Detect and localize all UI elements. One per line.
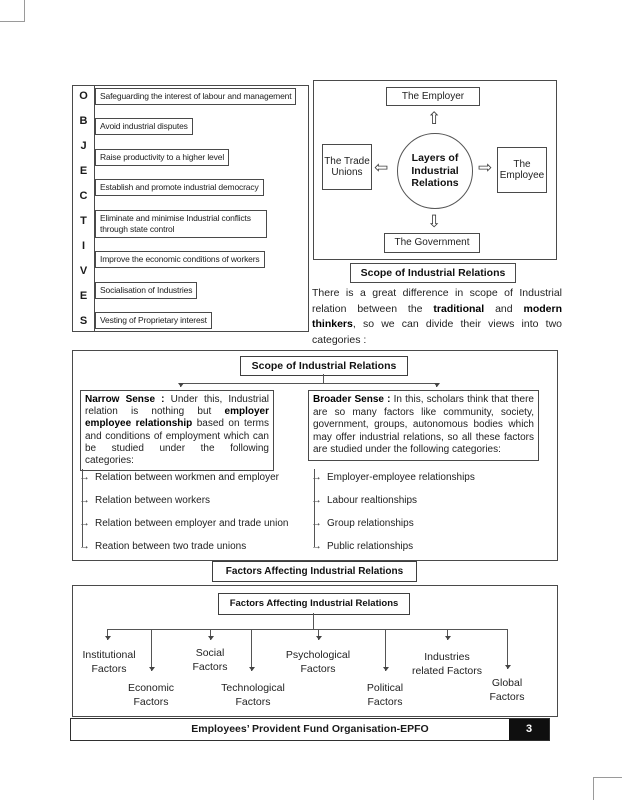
- layers-node-label: The Employee: [499, 158, 545, 181]
- acronym-letter: E: [79, 290, 88, 302]
- connector-drop: [107, 629, 108, 640]
- narrow-sense-text: based on terms and conditions of employment which can be studied under the following categories:: [85, 418, 269, 467]
- list-item: [311, 492, 475, 508]
- scope-diagram: [72, 350, 558, 561]
- list-item: [311, 469, 475, 485]
- arrow-left-icon: ⇦: [374, 158, 389, 177]
- layers-node-employer: [386, 87, 480, 106]
- connector-drop: [151, 629, 152, 671]
- objective-item: Raise productivity to a higher level: [95, 149, 229, 166]
- factor-label: Global Factors: [489, 677, 525, 703]
- objective-item: Establish and promote industrial democracy: [95, 179, 264, 196]
- factors-diagram-title: Factors Affecting Industrial Relations: [218, 593, 410, 615]
- narrow-sense-text: Under this, Industrial relation is nothing but: [85, 394, 269, 418]
- branch-arrow-icon: →: [79, 540, 90, 552]
- connector-drop: [210, 629, 211, 640]
- acronym-letter: I: [81, 240, 86, 252]
- objectives-acronym-column: [73, 86, 95, 331]
- arrow-right-icon: ⇨: [478, 158, 493, 177]
- narrow-sense-list: [79, 469, 289, 561]
- acronym-letter: B: [79, 115, 88, 127]
- intro-text: There is a great difference in scope of Industrial relation between the: [312, 287, 562, 315]
- factor-label: Psychological Factors: [285, 649, 351, 675]
- layers-node-employee: [497, 147, 547, 193]
- layers-node-label: The Employer: [401, 90, 465, 102]
- connector-drop: [447, 629, 448, 640]
- objective-item: Eliminate and minimise Industrial conflicts through state control: [95, 210, 267, 238]
- intro-text: and: [484, 302, 524, 315]
- objectives-diagram: [72, 85, 309, 332]
- list-item: [79, 538, 288, 554]
- factor-label: Technological Factors: [221, 682, 285, 708]
- acronym-letter: S: [79, 315, 88, 327]
- connector-line: [180, 383, 436, 384]
- objective-item: Avoid industrial disputes: [95, 118, 193, 135]
- branch-arrow-icon: →: [79, 471, 90, 483]
- connector-line: [323, 374, 324, 383]
- narrow-sense-label: Narrow Sense :: [85, 394, 165, 405]
- acronym-letter: E: [79, 165, 88, 177]
- acronym-letter: O: [79, 90, 88, 102]
- factors-diagram: [72, 585, 558, 717]
- factor-label: Industries related Factors: [411, 651, 483, 677]
- connector-drop: [436, 383, 437, 387]
- page-border-corner-topleft: [0, 0, 25, 22]
- objective-item: Safeguarding the interest of labour and management: [95, 88, 296, 105]
- objective-item: Improve the economic conditions of workers: [95, 251, 265, 268]
- layers-center-label: Layers of Industrial Relations: [411, 152, 459, 190]
- broader-sense-box: [308, 390, 539, 461]
- factor-label: Institutional Factors: [82, 649, 136, 675]
- acronym-letter: V: [79, 265, 88, 277]
- factor-label: Political Factors: [366, 682, 404, 708]
- page-border-corner-bottomright: [593, 777, 622, 800]
- list-item: [79, 515, 289, 531]
- intro-text: , so we can divide their views into two categories :: [312, 318, 562, 346]
- list-item: [79, 469, 288, 485]
- objectives-list: [95, 86, 308, 331]
- narrow-sense-box: [80, 390, 274, 471]
- intro-bold: traditional: [433, 302, 485, 315]
- connector-drop: [251, 629, 252, 671]
- branch-arrow-icon: →: [79, 517, 90, 529]
- layers-diagram: [313, 80, 557, 260]
- layers-node-trade-unions: [322, 144, 372, 190]
- broader-sense-label: Broader Sense :: [313, 394, 391, 405]
- list-item: [311, 538, 475, 554]
- list-item-label: Reation between two trade unions: [95, 540, 247, 552]
- arrow-up-icon: ⇧: [427, 109, 442, 128]
- bracket-line: [314, 469, 315, 547]
- branch-arrow-icon: →: [311, 540, 322, 552]
- scope-section-heading: Scope of Industrial Relations: [350, 263, 516, 283]
- list-item-label: Relation between employer and trade union: [95, 517, 289, 529]
- page-number-badge: 3: [509, 719, 549, 740]
- layers-node-label: The Government: [394, 237, 470, 249]
- branch-arrow-icon: →: [79, 494, 90, 506]
- list-item-label: Relation between workmen and employer: [95, 471, 279, 483]
- page-footer: [70, 718, 550, 741]
- layers-center-circle: [397, 133, 473, 209]
- scope-diagram-title: Scope of Industrial Relations: [240, 356, 408, 376]
- objective-item: Vesting of Proprietary interest: [95, 312, 212, 329]
- connector-drop: [180, 383, 181, 387]
- connector-drop: [385, 629, 386, 671]
- broader-sense-text: In this, scholars think that there are so many factors like community, society, government, groups, autonomous bodies which may offer industrial relations, so all these factors are studied under the following categories:: [313, 394, 534, 456]
- broader-sense-list: [311, 469, 475, 561]
- narrow-sense-bold: employer employee relationship: [85, 406, 269, 430]
- list-item-label: Group relationships: [327, 517, 414, 529]
- factor-label: Social Factors: [192, 647, 228, 673]
- branch-arrow-icon: →: [311, 471, 322, 483]
- factors-section-heading: Factors Affecting Industrial Relations: [212, 561, 417, 582]
- list-item-label: Labour realtionships: [327, 494, 418, 506]
- factor-label: Economic Factors: [127, 682, 175, 708]
- acronym-letter: J: [80, 140, 87, 152]
- acronym-letter: C: [79, 190, 88, 202]
- branch-arrow-icon: →: [311, 494, 322, 506]
- layers-node-label: The Trade Unions: [324, 155, 370, 178]
- footer-title: Employees’ Provident Fund Organisation-EPFO: [191, 723, 429, 735]
- list-item-label: Employer-employee relationships: [327, 471, 475, 483]
- acronym-letter: T: [80, 215, 87, 227]
- list-item-label: Relation between workers: [95, 494, 211, 506]
- arrow-down-icon: ⇩: [427, 212, 442, 231]
- bracket-line: [82, 469, 83, 547]
- objective-item: Socialisation of Industries: [95, 282, 197, 299]
- list-item: [311, 515, 475, 531]
- layers-node-government: [384, 233, 480, 253]
- branch-arrow-icon: →: [311, 517, 322, 529]
- intro-paragraph: [312, 286, 562, 348]
- intro-bold: modern thinkers: [312, 302, 563, 330]
- list-item: [79, 492, 288, 508]
- connector-line: [313, 613, 314, 629]
- connector-drop: [318, 629, 319, 640]
- connector-drop: [507, 629, 508, 669]
- list-item-label: Public relationships: [327, 540, 414, 552]
